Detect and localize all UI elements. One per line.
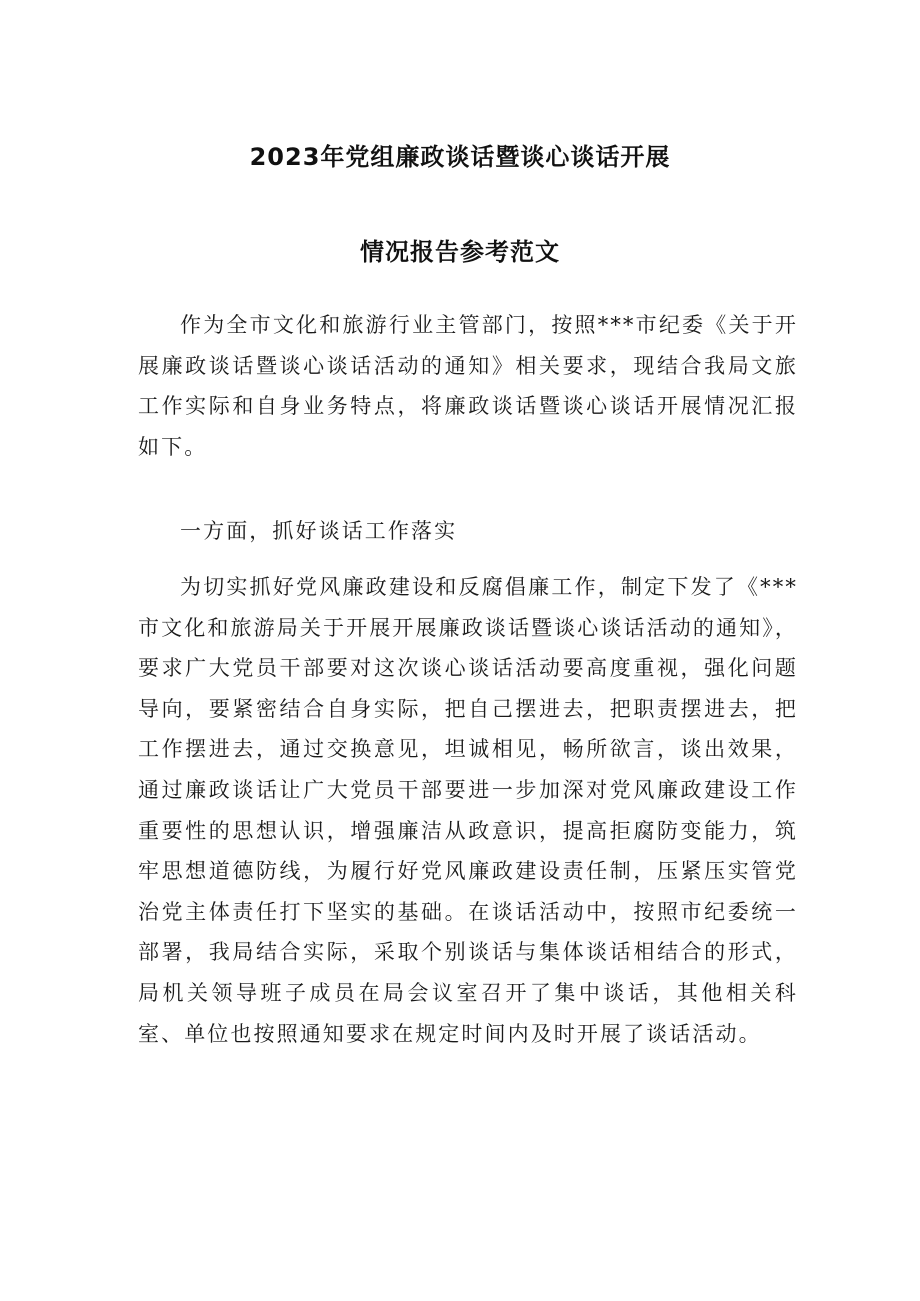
- document-title-line-1: 2023年党组廉政谈话暨谈心谈话开展: [249, 143, 671, 171]
- document-title-line-2: 情况报告参考范文: [360, 238, 560, 266]
- section-paragraph: 为切实抓好党风廉政建设和反腐倡廉工作，制定下发了《***市文化和旅游局关于开展开展廉政谈话暨谈心谈话活动的通知》，要求广大党员干部要对这次谈心谈话活动要高度重视，强化问题导向，要紧密结合自身实际，把自己摆进去，把职责摆进去，把工作摆进去，通过交换意见，坦诚相见，畅所欲言，谈出效果，通过廉政谈话让广大党员干部要进一步加深对党风廉政建设工作重要性的思想认识，增强廉洁从政意识，提高拒腐防变能力，筑牢思想道德防线，为履行好党风廉政建设责任制，压紧压实管党治党主体责任打下坚实的基础。在谈话活动中，按照市纪委统一部署，我局结合实际，采取个别谈话与集体谈话相结合的形式，局机关领导班子成员在局会议室召开了集中谈话，其他相关科室、单位也按照通知要求在规定时间内及时开展了谈话活动。: [138, 575, 798, 1046]
- intro-paragraph: 作为全市文化和旅游行业主管部门，按照***市纪委《关于开展廉政谈话暨谈心谈话活动的通知》相关要求，现结合我局文旅工作实际和自身业务特点，将廉政谈话暨谈心谈话开展情况汇报如下。: [138, 313, 798, 459]
- section-heading: 一方面，抓好谈话工作落实: [180, 519, 458, 543]
